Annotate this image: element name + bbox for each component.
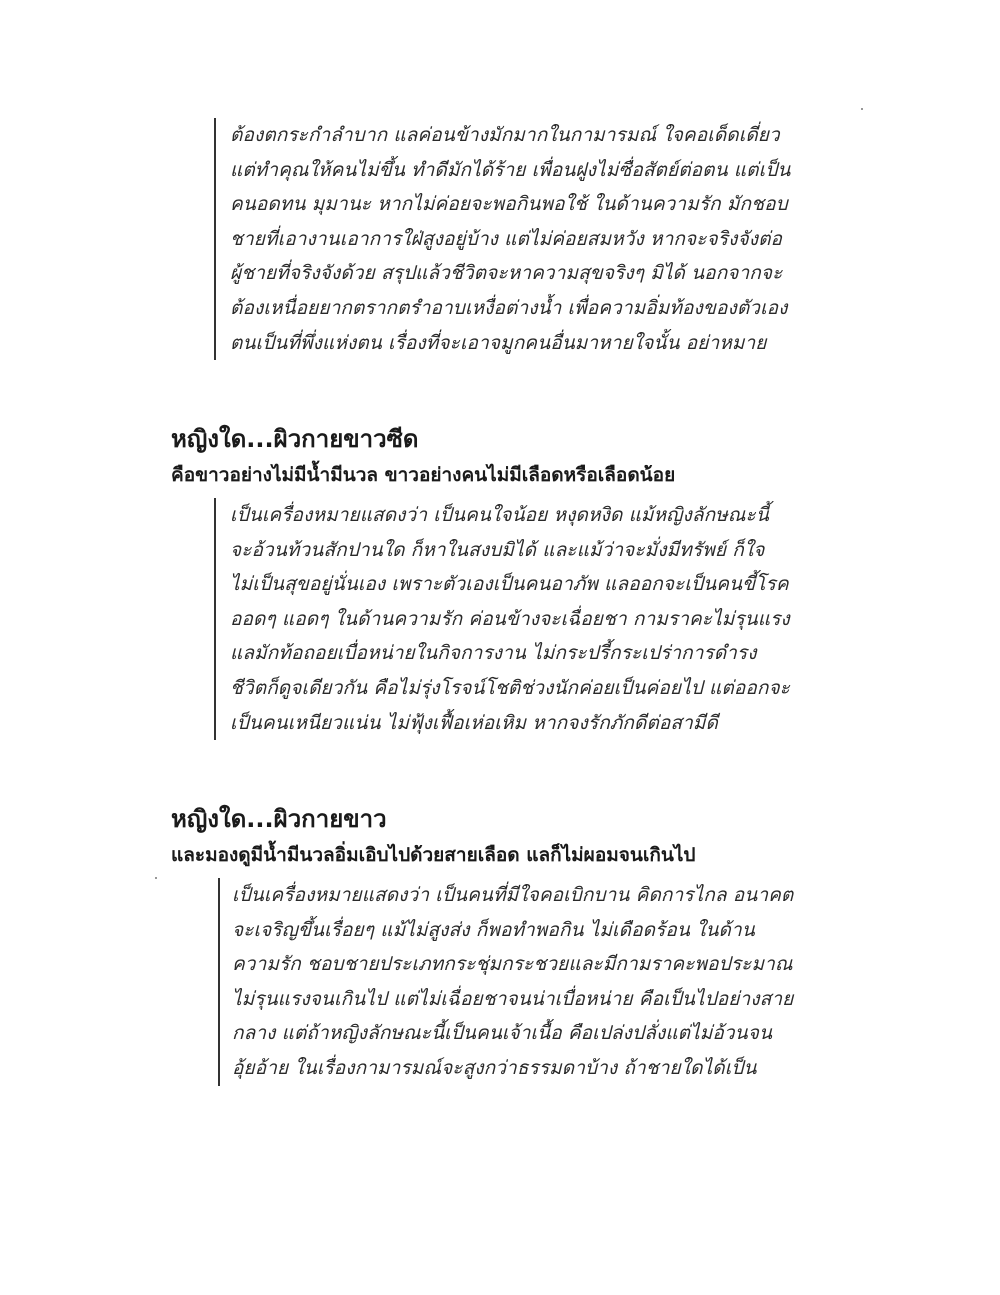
- section-heading: หญิงใด...ผิวกายขาว: [171, 805, 387, 833]
- scan-speck: [861, 108, 863, 110]
- text-line: เป็นเครื่องหมายแสดงว่า เป็นคนที่มีใจคอเบิกบาน คิดการไกล อนาคต: [232, 884, 794, 906]
- text-line: ไม่เป็นสุขอยู่นั่นเอง เพราะตัวเองเป็นคนอาภัพ แลออกจะเป็นคนขี้โรค: [230, 573, 789, 596]
- paragraph-continued: [214, 118, 815, 360]
- text-line: ผู้ชายที่จริงจังด้วย สรุปแล้วชีวิตจะหาความสุขจริงๆ มิได้ นอกจากจะ: [230, 262, 783, 285]
- text-line: เป็นเครื่องหมายแสดงว่า เป็นคนใจน้อย หงุดหงิด แม้หญิงลักษณะนี้: [230, 504, 769, 526]
- text-line: ตนเป็นที่พึ่งแห่งตน เรื่องที่จะเอาจมูกคนอื่นมาหายใจนั้น อย่าหมาย: [230, 331, 767, 354]
- text-line: ชายที่เอางานเอาการใฝ่สูงอยู่บ้าง แต่ไม่ค่อยสมหวัง หากจะจริงจังต่อ: [230, 227, 783, 250]
- section-subheading: คือขาวอย่างไม่มีน้ำมีนวล ขาวอย่างคนไม่มีเลือดหรือเลือดน้อย: [171, 464, 676, 486]
- section-heading: หญิงใด...ผิวกายขาวซีด: [171, 425, 419, 453]
- text-line: จะอ้วนท้วนสักปานใด ก็หาในสงบมิได้ และแม้ว่าจะมั่งมีทรัพย์ ก็ใจ: [230, 538, 765, 561]
- text-line: ต้องตกระกำลำบาก แลค่อนข้างมักมากในกามารมณ์ ใจคอเด็ดเดี่ยว: [230, 124, 780, 146]
- scan-speck: [155, 877, 157, 879]
- text-line: ต้องเหนื่อยยากตรากตรำอาบเหงื่อต่างน้ำ เพื่อความอิ่มท้องของตัวเอง: [230, 296, 788, 319]
- text-line: แต่ทำคุณให้คนไม่ขึ้น ทำดีมักได้ร้าย เพื่อนฝูงไม่ซื่อสัตย์ต่อตน แต่เป็น: [230, 158, 791, 181]
- text-line: จะเจริญขึ้นเรื่อยๆ แม้ไม่สูงส่ง ก็พอทำพอกิน ไม่เดือดร้อน ในด้าน: [232, 918, 755, 941]
- text-line: เป็นคนเหนียวแน่น ไม่ฟุ้งเฟื้อเห่อเหิม หากจงรักภักดีต่อสามีดี: [230, 711, 718, 734]
- text-line: ไม่รุนแรงจนเกินไป แต่ไม่เฉื่อยชาจนน่าเบื่อหน่าย คือเป็นไปอย่างสาย: [232, 987, 794, 1010]
- section-paragraph: [218, 878, 812, 1086]
- text-line: ความรัก ชอบชายประเภทกระชุ่มกระชวยและมีกามราคะพอประมาณ: [232, 953, 793, 976]
- text-line: แลมักท้อถอยเบื่อหน่ายในกิจการงาน ไม่กระปรี้กระเปร่าการดำรง: [230, 642, 757, 665]
- text-line: ออดๆ แอดๆ ในด้านความรัก ค่อนข้างจะเฉื่อยชา กามราคะไม่รุนแรง: [230, 607, 790, 630]
- text-line: คนอดทน มุมานะ หากไม่ค่อยจะพอกินพอใช้ ในด้านความรัก มักชอบ: [230, 193, 788, 216]
- text-line: ชีวิตก็ดูจเดียวกัน คือไม่รุ่งโรจน์โชติช่วงนักค่อยเป็นค่อยไป แต่ออกจะ: [230, 676, 790, 699]
- text-line: กลาง แต่ถ้าหญิงลักษณะนี้เป็นคนเจ้าเนื้อ คือเปล่งปลั่งแต่ไม่อ้วนจน: [232, 1022, 773, 1045]
- section-paragraph: [214, 498, 815, 740]
- text-line: อุ้ยอ้าย ในเรื่องกามารมณ์จะสูงกว่าธรรมดาบ้าง ถ้าชายใดได้เป็น: [232, 1056, 757, 1079]
- section-subheading: และมองดูมีน้ำมีนวลอิ่มเอิบไปด้วยสายเลือด แลก็ไม่ผอมจนเกินไป: [171, 844, 696, 866]
